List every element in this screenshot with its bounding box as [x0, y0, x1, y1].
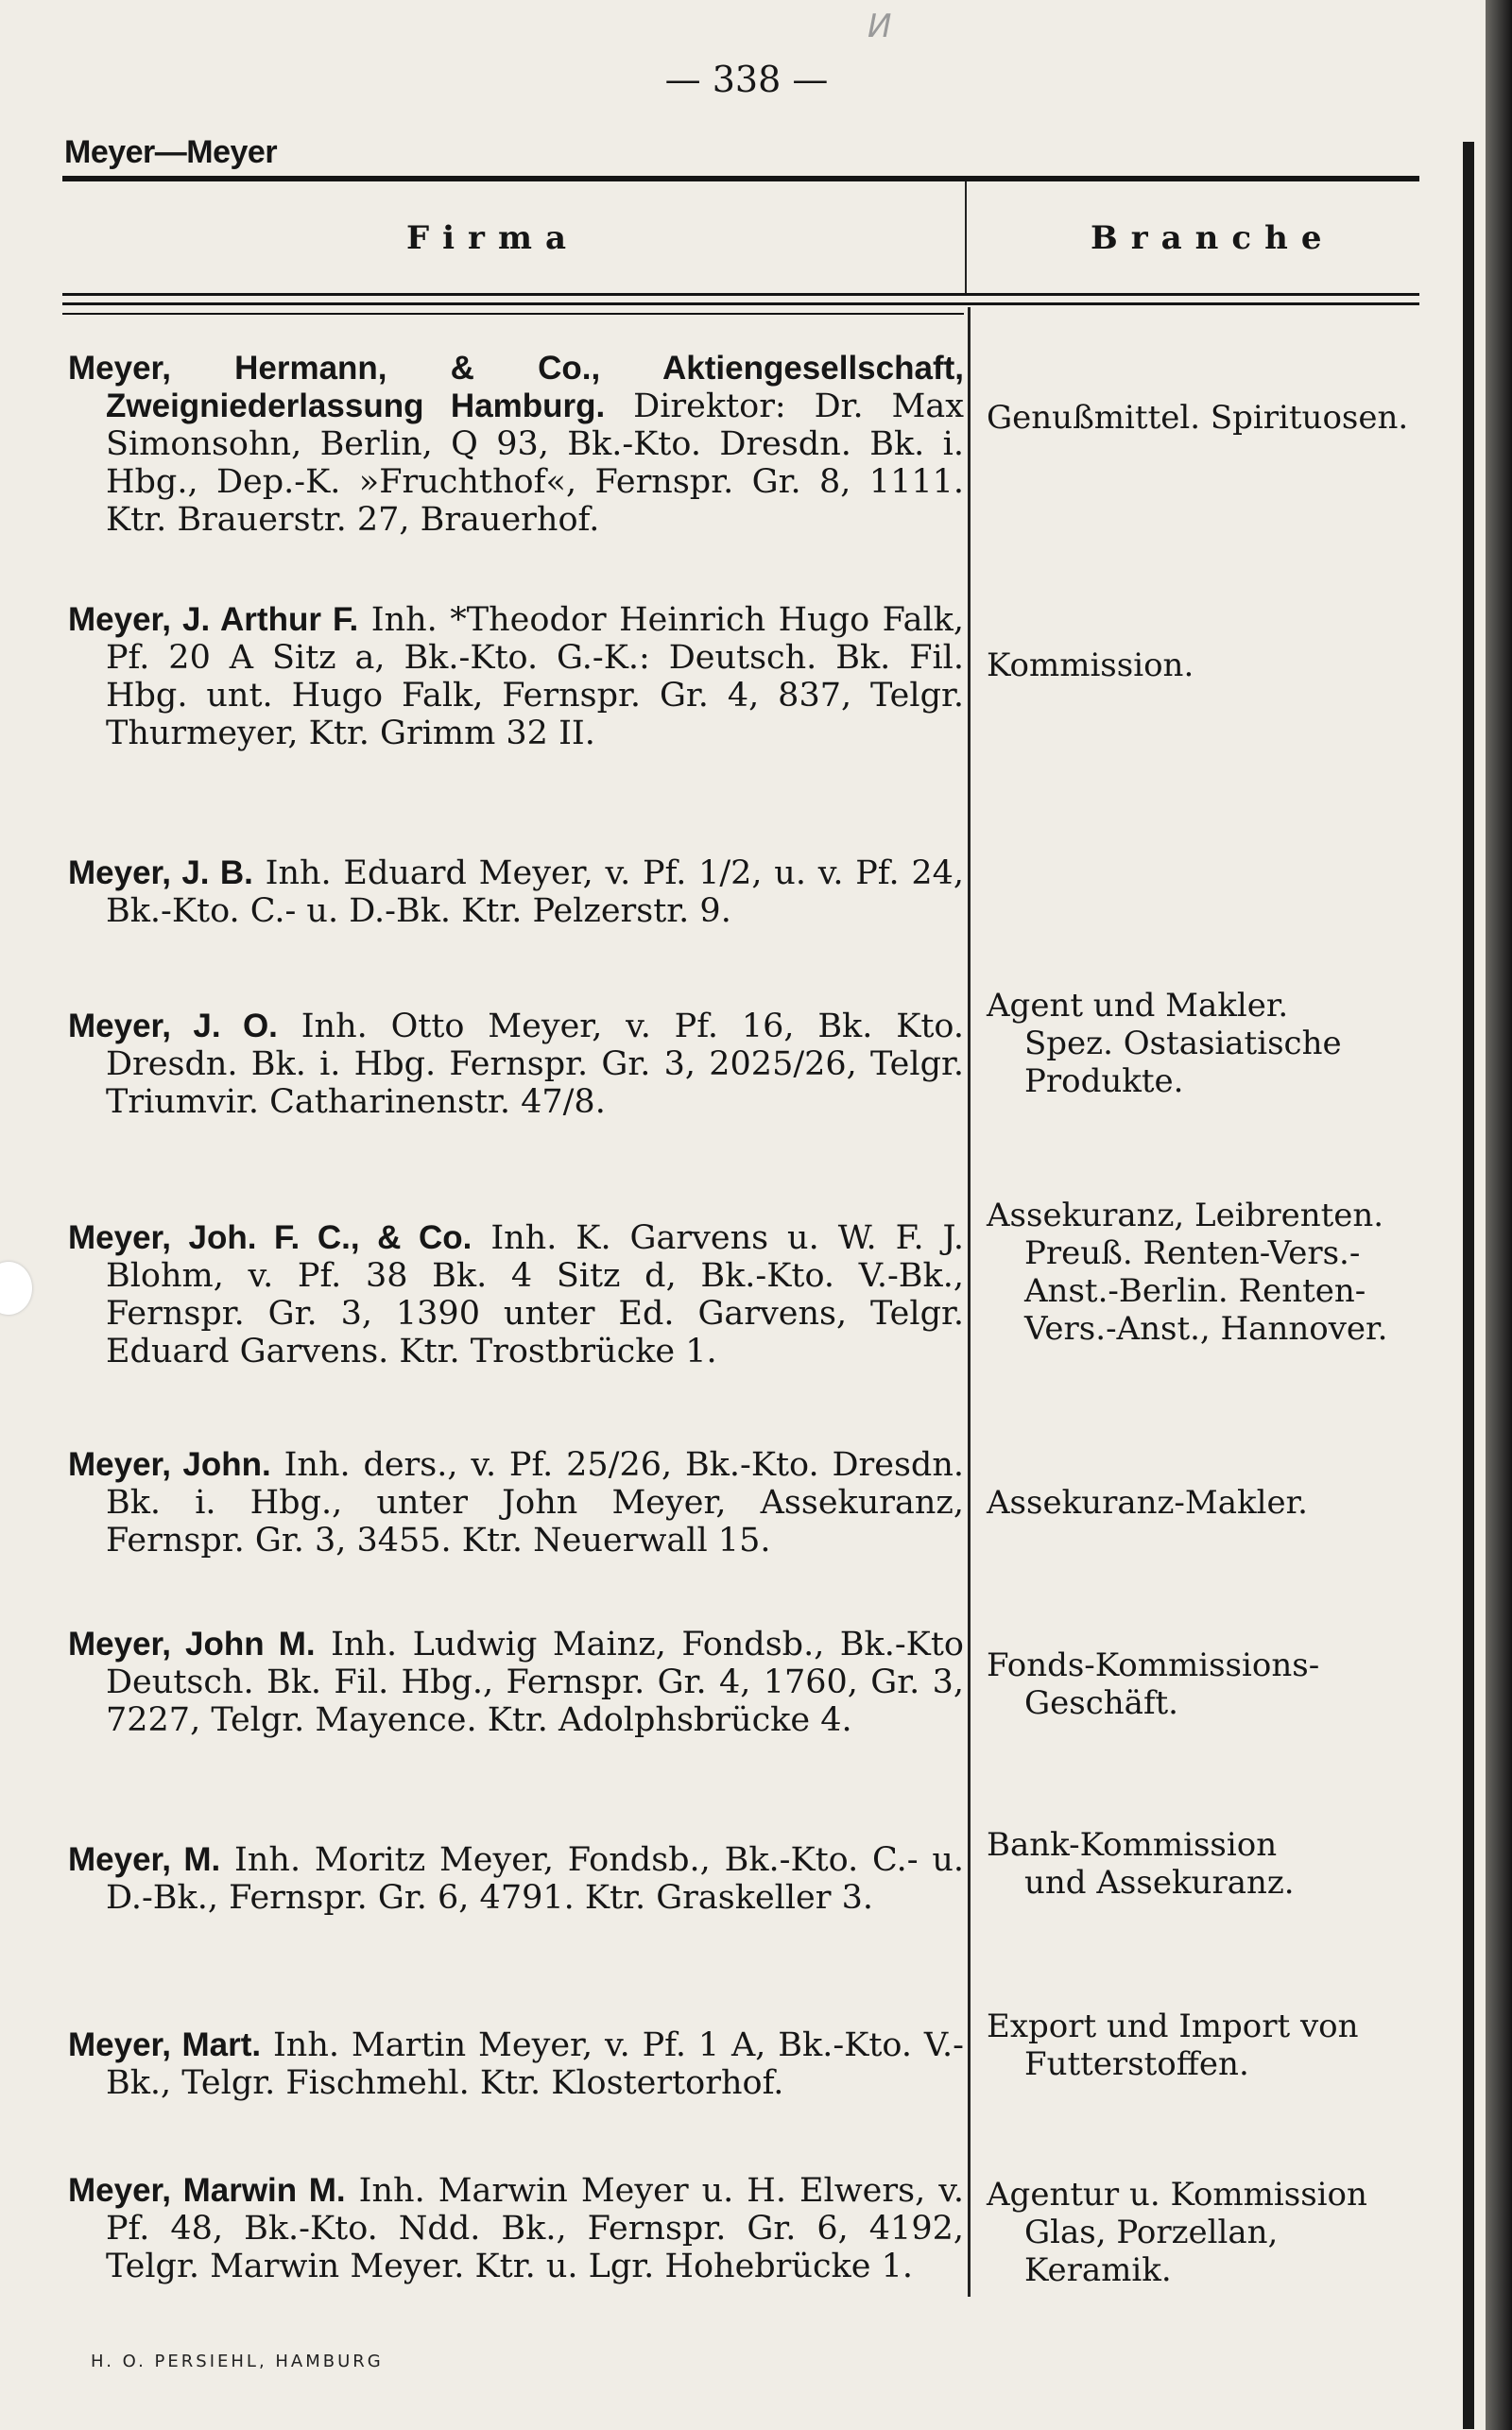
branche-line: Fonds-Kommissions-: [987, 1646, 1320, 1684]
branche-line: Anst.-Berlin. Renten-: [1024, 1272, 1366, 1310]
entry-branche: [987, 2008, 1431, 2083]
entry-details: Inh. Otto Meyer, v. Pf. 16, Bk. Kto. Dresdn. Bk. i. Hbg. Fernspr. Gr. 3, 2025/26, Telgr. Triumvir. Catharinenstr. 47/8.: [106, 1008, 964, 1121]
branche-line: Kommission.: [987, 646, 1194, 684]
page-edge-shadow: [1486, 0, 1512, 2430]
branche-line: Produkte.: [1024, 1062, 1184, 1100]
branche-line: Agentur u. Kommission: [987, 2176, 1367, 2214]
directory-entry: [68, 601, 964, 752]
entry-details: Inh. Martin Meyer, v. Pf. 1 A, Bk.-Kto. V.-Bk., Telgr. Fischmehl. Ktr. Klostertorhof.: [106, 2026, 964, 2102]
entry-details: Direktor: Dr. Max Simonsohn, Berlin, Q 93, Bk.-Kto. Dresdn. Bk. i. Hbg., Dep.-K. »Fruchthof«, Fernspr. Gr. 8, 1111. Ktr. Brauerstr. 27, Brauerhof.: [106, 388, 964, 539]
entry-details: Inh. K. Garvens u. W. F. J. Blohm, v. Pf. 38 Bk. 4 Sitz d, Bk.-Kto. V.-Bk., Fernspr. Gr. 3, 1390 unter Ed. Garvens, Telgr. Eduard Garvens. Ktr. Trostbrücke 1.: [106, 1219, 964, 1370]
branche-line: Genußmittel. Spirituosen.: [987, 399, 1409, 437]
directory-entry: [68, 1008, 964, 1121]
entry-branche: [987, 1197, 1431, 1348]
body-column-divider: [968, 307, 971, 2297]
branche-line: Glas, Porzellan,: [1024, 2214, 1279, 2251]
directory-entry: [68, 854, 964, 930]
branche-line: Futterstoffen.: [1024, 2045, 1249, 2083]
entry-details: Inh. Ludwig Mainz, Fondsb., Bk.-Kto Deutsch. Bk. Fil. Hbg., Fernspr. Gr. 4, 1760, Gr. 3, 7227, Telgr. Mayence. Ktr. Adolphsbrücke 4.: [106, 1626, 964, 1739]
entry-firm-name: Meyer, John.: [68, 1446, 271, 1483]
entry-details: Inh. Moritz Meyer, Fondsb., Bk.-Kto. C.- u. D.-Bk., Fernspr. Gr. 6, 4791. Ktr. Graskeller 3.: [106, 1841, 964, 1917]
directory-entry: [68, 2026, 964, 2102]
entry-details: Inh. Marwin Meyer u. H. Elwers, v. Pf. 48, Bk.-Kto. Ndd. Bk., Fernspr. Gr. 6, 4192, Telgr. Marwin Meyer. Ktr. u. Lgr. Hohebrücke 1.: [106, 2172, 964, 2285]
directory-entry: [68, 1841, 964, 1917]
branche-line: Spez. Ostasiatische: [1024, 1025, 1342, 1062]
entry-branche: [987, 646, 1431, 684]
entry-firm-name: Meyer, Joh. F. C., & Co.: [68, 1219, 472, 1256]
directory-entry: [68, 1626, 964, 1739]
directory-entry: [68, 1446, 964, 1560]
header-column-divider: [965, 181, 967, 295]
page-number: — 338 —: [664, 59, 829, 100]
branche-line: Vers.-Anst., Hannover.: [1024, 1310, 1388, 1348]
branche-line: und Assekuranz.: [1024, 1864, 1295, 1902]
branche-line: Geschäft.: [1024, 1684, 1178, 1722]
column-header-firma: Firma: [406, 219, 579, 257]
binding-line: [1463, 142, 1474, 2429]
header-rule-1: [62, 293, 1419, 296]
entry-firm-name: Meyer, M.: [68, 1841, 221, 1878]
entry-branche: [987, 1484, 1431, 1522]
entry-firm-name: Meyer, Mart.: [68, 2026, 262, 2063]
punch-hole: [0, 1262, 32, 1315]
top-rule: [62, 176, 1419, 181]
entry-branche: [987, 2176, 1431, 2289]
column-header-branche: Branche: [1091, 219, 1335, 257]
entry-firm-name: Meyer, John M.: [68, 1626, 316, 1663]
entry-branche: [987, 1826, 1431, 1902]
directory-entry: [68, 350, 964, 539]
header-rule-2: [62, 302, 1419, 305]
branche-line: Export und Import von: [987, 2008, 1359, 2045]
branche-line: Preuß. Renten-Vers.-: [1024, 1234, 1361, 1272]
entry-firm-name: Meyer, Hermann, & Co., Aktiengesellschaft, Zweigniederlassung Hamburg.: [68, 350, 964, 424]
pencil-mark: И: [868, 8, 892, 45]
entry-firm-name: Meyer, Marwin M.: [68, 2172, 346, 2209]
branche-line: Bank-Kommission: [987, 1826, 1278, 1864]
entry-branche: [987, 1646, 1431, 1722]
branche-line: Assekuranz, Leibrenten.: [987, 1197, 1384, 1234]
directory-entry: [68, 1219, 964, 1370]
running-head: Meyer—Meyer: [64, 134, 278, 170]
entry-firm-name: Meyer, J. O.: [68, 1008, 278, 1044]
entry-firm-name: Meyer, J. Arthur F.: [68, 601, 359, 638]
entry-branche: [987, 399, 1431, 437]
branche-line: Keramik.: [1024, 2251, 1172, 2289]
header-rule-3: [62, 313, 964, 315]
branche-line: Assekuranz-Makler.: [987, 1484, 1308, 1522]
entry-details: Inh. Eduard Meyer, v. Pf. 1/2, u. v. Pf. 24, Bk.-Kto. C.- u. D.-Bk. Ktr. Pelzerstr. 9.: [106, 854, 964, 930]
directory-entry: [68, 2172, 964, 2285]
entry-details: Inh. ders., v. Pf. 25/26, Bk.-Kto. Dresdn. Bk. i. Hbg., unter John Meyer, Assekuranz, Fernspr. Gr. 3, 3455. Ktr. Neuerwall 15.: [106, 1446, 964, 1560]
printer-imprint: H. O. PERSIEHL, HAMBURG: [91, 2352, 384, 2371]
entry-details: Inh. *Theodor Heinrich Hugo Falk, Pf. 20 A Sitz a, Bk.-Kto. G.-K.: Deutsch. Bk. Fil. Hbg. unt. Hugo Falk, Fernspr. Gr. 4, 837, Telgr. Thurmeyer, Ktr. Grimm 32 II.: [106, 601, 964, 752]
branche-line: Agent und Makler.: [987, 987, 1289, 1025]
entry-firm-name: Meyer, J. B.: [68, 854, 253, 891]
entry-branche: [987, 987, 1431, 1100]
